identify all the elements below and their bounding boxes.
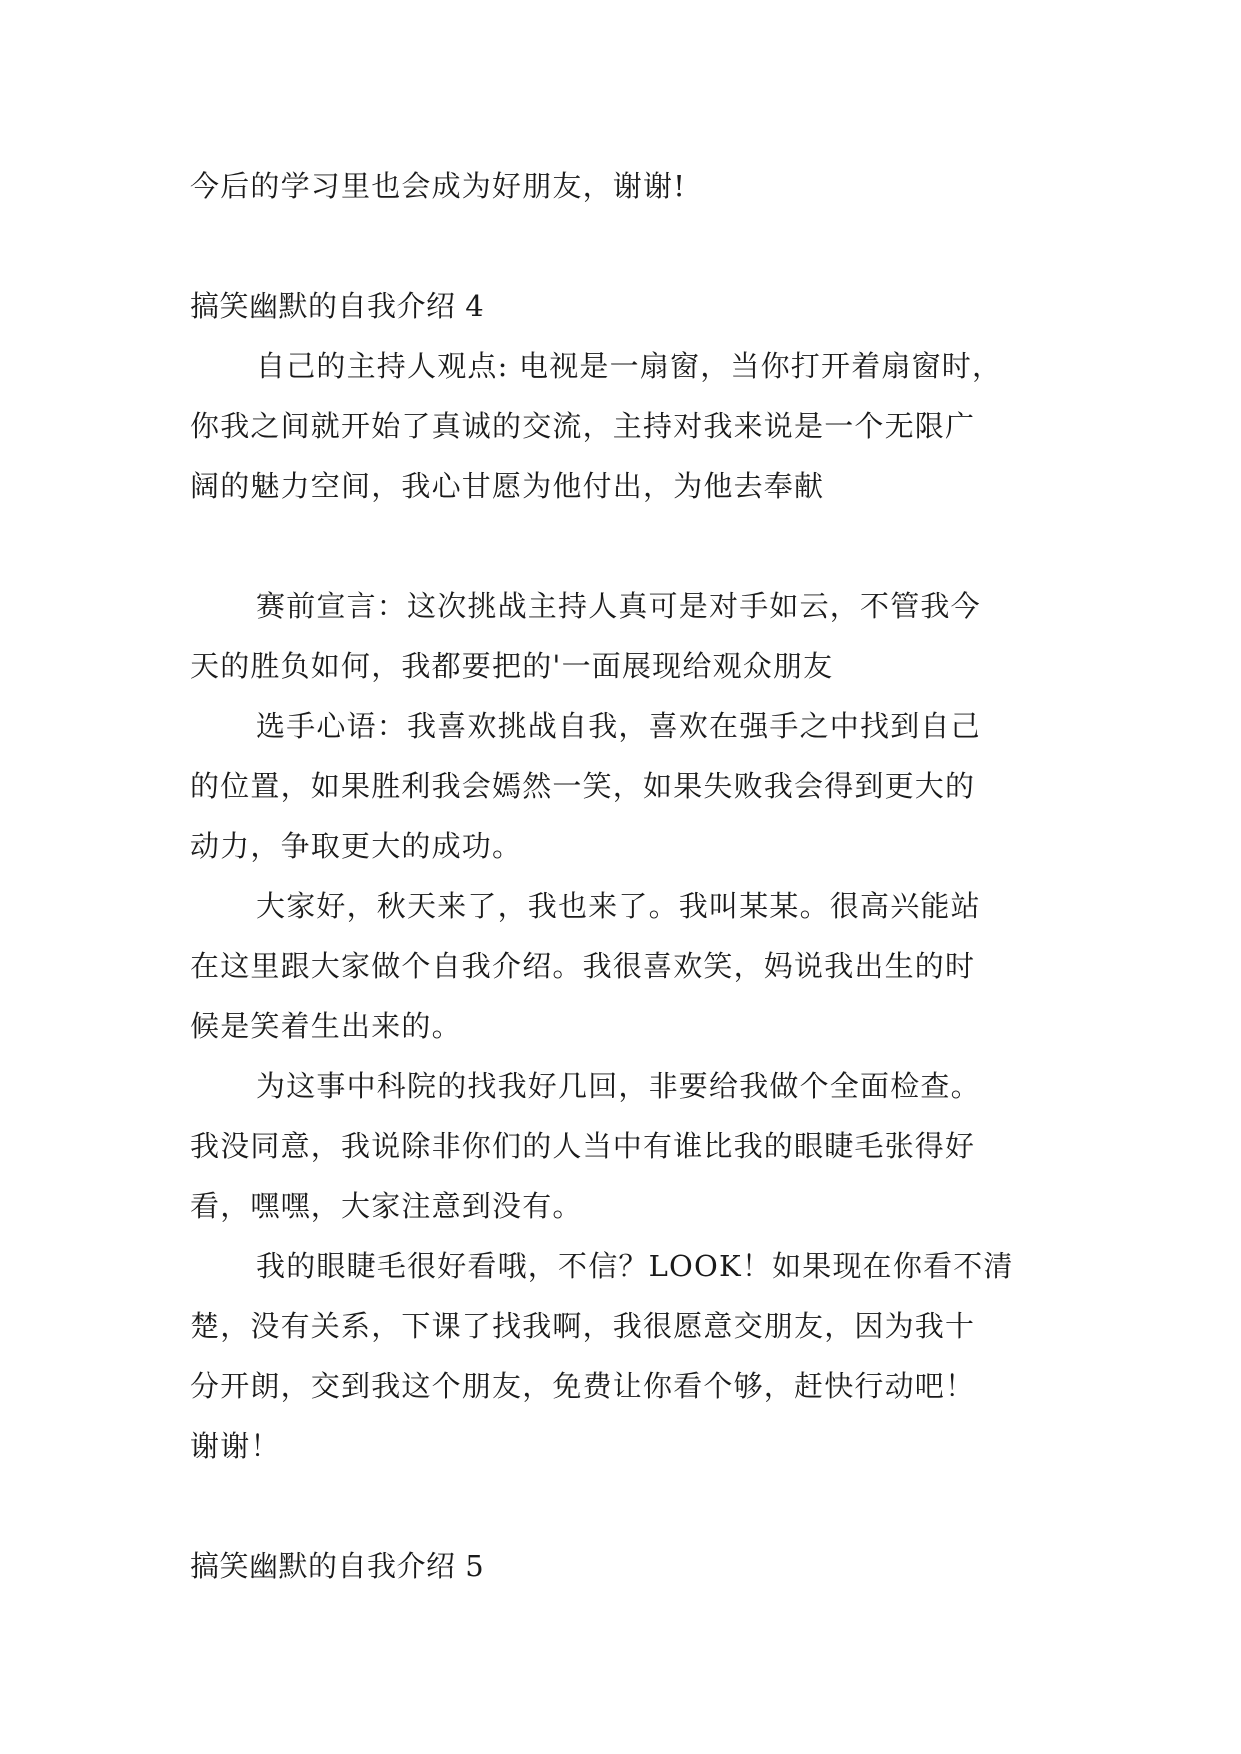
paragraph-line: 在这里跟大家做个自我介绍。我很喜欢笑，妈说我出生的时 <box>190 949 976 983</box>
paragraph-line: 看，嘿嘿，大家注意到没有。 <box>190 1189 583 1223</box>
paragraph-line: 你我之间就开始了真诚的交流，主持对我来说是一个无限广 <box>190 409 976 443</box>
section-5-title: 搞笑幽默的自我介绍 5 <box>190 1549 485 1583</box>
paragraph-line: 分开朗，交到我这个朋友，免费让你看个够，赶快行动吧！ <box>190 1369 976 1403</box>
paragraph-line: 天的胜负如何，我都要把的'一面展现给观众朋友 <box>190 649 834 683</box>
paragraph-line: 动力，争取更大的成功。 <box>190 829 523 863</box>
paragraph-line: 候是笑着生出来的。 <box>190 1009 462 1043</box>
intro-closing-line: 今后的学习里也会成为好朋友，谢谢! <box>190 169 687 203</box>
paragraph-line: 我没同意，我说除非你们的人当中有谁比我的眼睫毛张得好 <box>190 1129 976 1163</box>
paragraph-line: 的位置，如果胜利我会嫣然一笑，如果失败我会得到更大的 <box>190 769 976 803</box>
paragraph-line: 谢谢！ <box>190 1429 281 1463</box>
paragraph-line: 我的眼睫毛很好看哦，不信？LOOK！如果现在你看不清 <box>256 1249 1014 1283</box>
paragraph-line: 赛前宣言：这次挑战主持人真可是对手如云，不管我今 <box>256 589 981 623</box>
paragraph-line: 为这事中科院的找我好几回，非要给我做个全面检查。 <box>256 1069 981 1103</box>
paragraph-line: 阔的魅力空间，我心甘愿为他付出，为他去奉献 <box>190 469 825 503</box>
paragraph-line: 自己的主持人观点: 电视是一扇窗，当你打开着扇窗时， <box>256 349 1003 383</box>
paragraph-line: 选手心语：我喜欢挑战自我，喜欢在强手之中找到自己 <box>256 709 981 743</box>
paragraph-line: 大家好，秋天来了，我也来了。我叫某某。很高兴能站 <box>256 889 981 923</box>
paragraph-line: 楚，没有关系，下课了找我啊，我很愿意交朋友，因为我十 <box>190 1309 976 1343</box>
section-4-title: 搞笑幽默的自我介绍 4 <box>190 289 485 323</box>
